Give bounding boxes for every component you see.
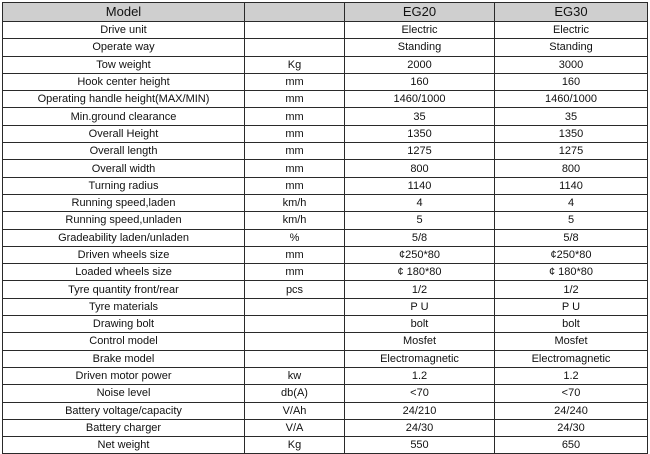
eg30-value: 5 xyxy=(495,212,648,229)
eg30-value: 3000 xyxy=(495,56,648,73)
param-cell: Battery voltage/capacity xyxy=(3,402,245,419)
table-row xyxy=(3,56,648,73)
unit-cell: mm xyxy=(245,143,345,160)
table-row xyxy=(3,316,648,333)
unit-cell xyxy=(245,298,345,315)
eg20-value: 4 xyxy=(345,194,495,211)
param-cell: Driven motor power xyxy=(3,367,245,384)
eg20-value: 1275 xyxy=(345,143,495,160)
table-row xyxy=(3,419,648,436)
eg20-value: 1140 xyxy=(345,177,495,194)
spec-table-body xyxy=(3,3,648,454)
table-row xyxy=(3,108,648,125)
eg20-value: Mosfet xyxy=(345,333,495,350)
unit-cell: mm xyxy=(245,91,345,108)
table-row xyxy=(3,194,648,211)
param-cell: Overall width xyxy=(3,160,245,177)
eg20-value: 160 xyxy=(345,73,495,90)
eg30-value: Electromagnetic xyxy=(495,350,648,367)
param-cell: Running speed,laden xyxy=(3,194,245,211)
eg20-value: 35 xyxy=(345,108,495,125)
table-row xyxy=(3,385,648,402)
param-cell: Control model xyxy=(3,333,245,350)
param-cell: Gradeability laden/unladen xyxy=(3,229,245,246)
table-row xyxy=(3,39,648,56)
eg20-value: Electromagnetic xyxy=(345,350,495,367)
eg20-value: 5 xyxy=(345,212,495,229)
unit-cell xyxy=(245,22,345,39)
eg30-value: <70 xyxy=(495,385,648,402)
eg30-value: 1460/1000 xyxy=(495,91,648,108)
eg30-value: 650 xyxy=(495,437,648,454)
param-cell: Running speed,unladen xyxy=(3,212,245,229)
param-cell: Drive unit xyxy=(3,22,245,39)
table-row xyxy=(3,73,648,90)
table-row xyxy=(3,402,648,419)
eg30-value: Electric xyxy=(495,22,648,39)
unit-cell: % xyxy=(245,229,345,246)
eg30-value: 4 xyxy=(495,194,648,211)
eg30-value: 1.2 xyxy=(495,367,648,384)
eg20-value: <70 xyxy=(345,385,495,402)
unit-cell: km/h xyxy=(245,212,345,229)
eg30-value: bolt xyxy=(495,316,648,333)
param-cell: Tyre materials xyxy=(3,298,245,315)
eg30-value: 1/2 xyxy=(495,281,648,298)
eg30-value: 1275 xyxy=(495,143,648,160)
param-cell: Battery charger xyxy=(3,419,245,436)
unit-cell xyxy=(245,350,345,367)
param-cell: Hook center height xyxy=(3,73,245,90)
eg30-value: 1140 xyxy=(495,177,648,194)
header-eg30-label: EG30 xyxy=(495,3,648,22)
eg30-value: Mosfet xyxy=(495,333,648,350)
param-cell: Net weight xyxy=(3,437,245,454)
table-row xyxy=(3,367,648,384)
table-row xyxy=(3,333,648,350)
eg20-value: Standing xyxy=(345,39,495,56)
unit-cell: Kg xyxy=(245,56,345,73)
table-row xyxy=(3,246,648,263)
table-row xyxy=(3,143,648,160)
table-row xyxy=(3,264,648,281)
eg30-value: 160 xyxy=(495,73,648,90)
header-unit-label xyxy=(245,3,345,22)
eg30-value: ¢ 180*80 xyxy=(495,264,648,281)
table-row xyxy=(3,281,648,298)
eg20-value: 550 xyxy=(345,437,495,454)
eg20-value: 1/2 xyxy=(345,281,495,298)
eg30-value: 24/240 xyxy=(495,402,648,419)
eg20-value: ¢ 180*80 xyxy=(345,264,495,281)
table-row xyxy=(3,350,648,367)
param-cell: Overall length xyxy=(3,143,245,160)
unit-cell: pcs xyxy=(245,281,345,298)
eg20-value: 2000 xyxy=(345,56,495,73)
eg20-value: ¢250*80 xyxy=(345,246,495,263)
unit-cell: mm xyxy=(245,177,345,194)
header-eg20-label: EG20 xyxy=(345,3,495,22)
eg20-value: bolt xyxy=(345,316,495,333)
param-cell: Overall Height xyxy=(3,125,245,142)
param-cell: Loaded wheels size xyxy=(3,264,245,281)
param-cell: Operate way xyxy=(3,39,245,56)
unit-cell: mm xyxy=(245,125,345,142)
unit-cell: mm xyxy=(245,108,345,125)
unit-cell: mm xyxy=(245,160,345,177)
unit-cell xyxy=(245,39,345,56)
eg20-value: 1350 xyxy=(345,125,495,142)
table-row xyxy=(3,177,648,194)
param-cell: Tow weight xyxy=(3,56,245,73)
unit-cell: mm xyxy=(245,73,345,90)
param-cell: Min.ground clearance xyxy=(3,108,245,125)
param-cell: Driven wheels size xyxy=(3,246,245,263)
header-row xyxy=(3,3,648,22)
header-model-label: Model xyxy=(3,3,245,22)
unit-cell: mm xyxy=(245,264,345,281)
eg20-value: 800 xyxy=(345,160,495,177)
unit-cell: db(A) xyxy=(245,385,345,402)
unit-cell: V/Ah xyxy=(245,402,345,419)
table-row xyxy=(3,437,648,454)
eg20-value: 1.2 xyxy=(345,367,495,384)
eg20-value: 1460/1000 xyxy=(345,91,495,108)
eg30-value: Standing xyxy=(495,39,648,56)
eg20-value: P U xyxy=(345,298,495,315)
table-row xyxy=(3,229,648,246)
eg30-value: 35 xyxy=(495,108,648,125)
param-cell: Turning radius xyxy=(3,177,245,194)
eg20-value: Electric xyxy=(345,22,495,39)
unit-cell xyxy=(245,316,345,333)
param-cell: Noise level xyxy=(3,385,245,402)
eg30-value: 24/30 xyxy=(495,419,648,436)
param-cell: Drawing bolt xyxy=(3,316,245,333)
table-row xyxy=(3,160,648,177)
param-cell: Operating handle height(MAX/MIN) xyxy=(3,91,245,108)
unit-cell: kw xyxy=(245,367,345,384)
unit-cell: mm xyxy=(245,246,345,263)
table-row xyxy=(3,298,648,315)
eg30-value: 800 xyxy=(495,160,648,177)
eg30-value: 5/8 xyxy=(495,229,648,246)
eg20-value: 24/30 xyxy=(345,419,495,436)
table-row xyxy=(3,91,648,108)
eg30-value: ¢250*80 xyxy=(495,246,648,263)
eg30-value: 1350 xyxy=(495,125,648,142)
eg20-value: 24/210 xyxy=(345,402,495,419)
unit-cell: Kg xyxy=(245,437,345,454)
table-row xyxy=(3,212,648,229)
param-cell: Tyre quantity front/rear xyxy=(3,281,245,298)
eg20-value: 5/8 xyxy=(345,229,495,246)
unit-cell xyxy=(245,333,345,350)
eg30-value: P U xyxy=(495,298,648,315)
table-row xyxy=(3,125,648,142)
table-row xyxy=(3,22,648,39)
spec-table xyxy=(2,2,648,454)
unit-cell: km/h xyxy=(245,194,345,211)
param-cell: Brake model xyxy=(3,350,245,367)
unit-cell: V/A xyxy=(245,419,345,436)
